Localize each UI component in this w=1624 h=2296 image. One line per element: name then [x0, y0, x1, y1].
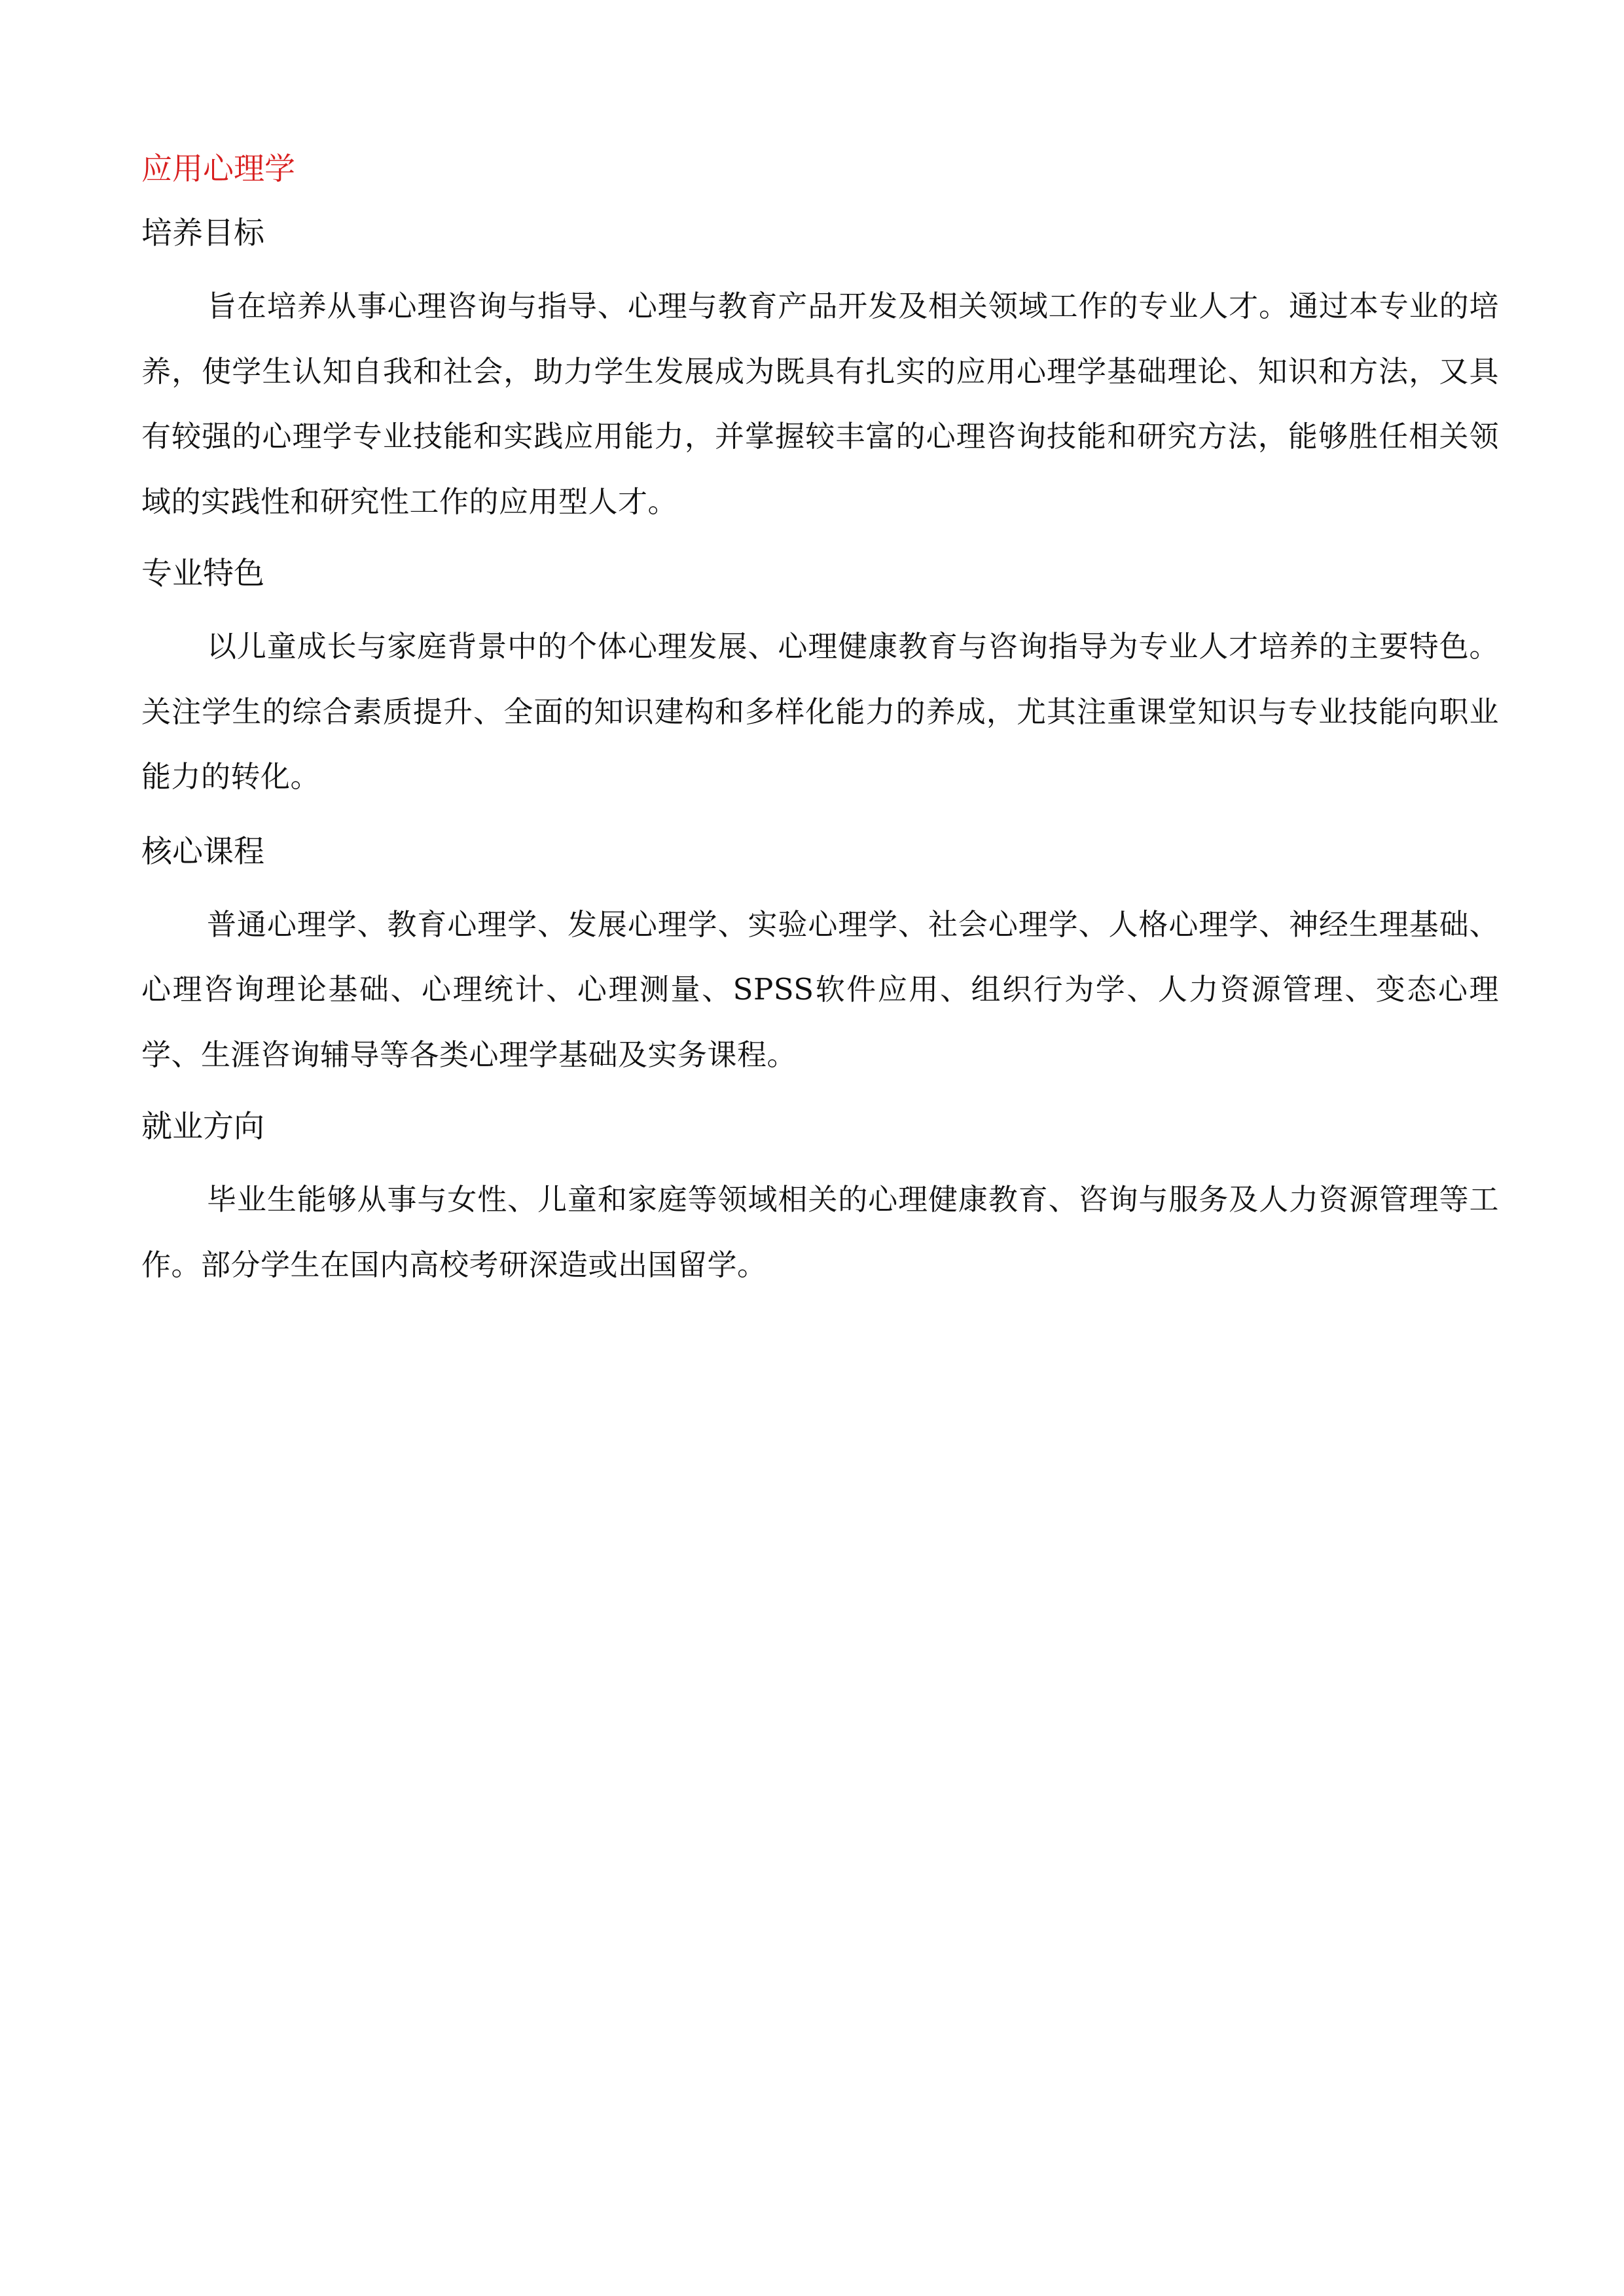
section-body: 普通心理学、教育心理学、发展心理学、实验心理学、社会心理学、人格心理学、神经生理基础、心理咨询理论基础、心理统计、心理测量、SPSS软件应用、组织行为学、人力资源管理、变态心理学、生涯咨询辅导等各类心理学基础及实务课程。 — [141, 906, 1499, 1072]
section-heading: 培养目标 — [141, 215, 264, 251]
document-title: 应用心理学 — [141, 151, 295, 187]
section-heading: 专业特色 — [141, 556, 264, 592]
section-body: 毕业生能够从事与女性、儿童和家庭等领域相关的心理健康教育、咨询与服务及人力资源管理等工作。部分学生在国内高校考研深造或出国留学。 — [141, 1182, 1499, 1282]
section-body: 以儿童成长与家庭背景中的个体心理发展、心理健康教育与咨询指导为专业人才培养的主要特色。关注学生的综合素质提升、全面的知识建构和多样化能力的养成，尤其注重课堂知识与专业技能向职业能力的转化。 — [141, 629, 1499, 794]
section-features — [141, 550, 1499, 810]
document-content — [141, 145, 1499, 1313]
section-career — [141, 1103, 1499, 1297]
section-body: 旨在培养从事心理咨询与指导、心理与教育产品开发及相关领域工作的专业人才。通过本专业的培养，使学生认知自我和社会，助力学生发展成为既具有扎实的应用心理学基础理论、知识和方法，又具有较强的心理学专业技能和实践应用能力，并掌握较丰富的心理咨询技能和研究方法，能够胜任相关领域的实践性和研究性工作的应用型人才。 — [141, 289, 1499, 519]
section-heading: 就业方向 — [141, 1109, 264, 1145]
section-core-courses — [141, 828, 1499, 1088]
section-training-goals — [141, 209, 1499, 534]
section-heading: 核心课程 — [141, 833, 264, 870]
